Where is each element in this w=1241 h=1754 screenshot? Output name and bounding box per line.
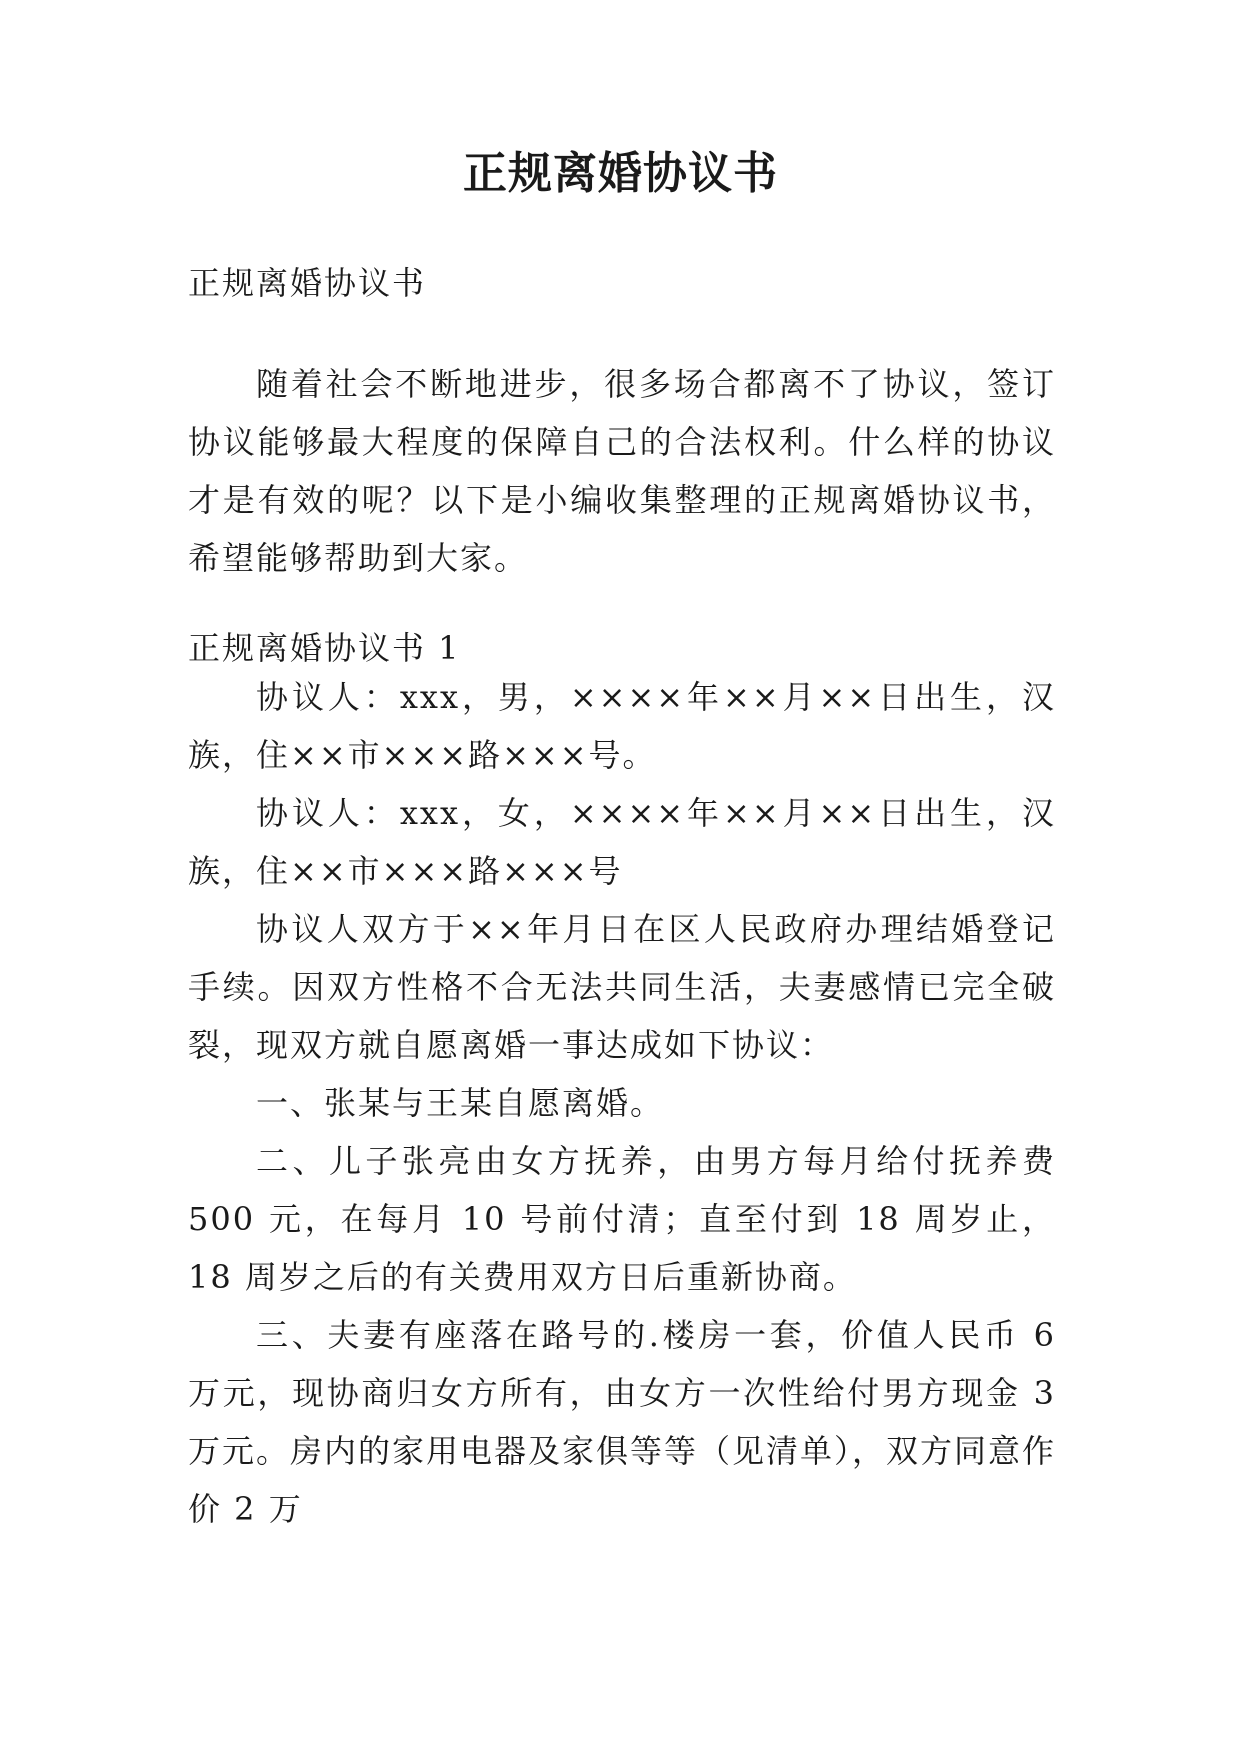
clause-two-paragraph: 二、儿子张亮由女方抚养，由男方每月给付抚养费 500 元，在每月 10 号前付清；直至付到 18 周岁止，18 周岁之后的有关费用双方日后重新协商。 [188,1142,1056,1296]
intro-paragraph: 随着社会不断地进步，很多场合都离不了协议，签订协议能够最大程度的保障自己的合法权利。什么样的协议才是有效的呢？以下是小编收集整理的正规离婚协议书，希望能够帮助到大家。 [188,365,1056,577]
party-female-paragraph: 协议人：xxx，女，××××年××月××日出生，汉族，住××市×××路×××号 [188,794,1056,890]
section-heading: 正规离婚协议书 1 [188,629,461,667]
clause-one-paragraph: 一、张某与王某自愿离婚。 [256,1084,665,1122]
marriage-registration-paragraph: 协议人双方于××年月日在区人民政府办理结婚登记手续。因双方性格不合无法共同生活，夫妻感情已完全破裂，现双方就自愿离婚一事达成如下协议： [188,910,1056,1064]
clause-three-paragraph: 三、夫妻有座落在路号的.楼房一套，价值人民币 6 万元，现协商归女方所有，由女方一次性给付男方现金 3 万元。房内的家用电器及家俱等等（见清单），双方同意作价 2 万 [188,1316,1057,1528]
document-subtitle: 正规离婚协议书 [188,264,427,302]
party-male-paragraph: 协议人：xxx，男，××××年××月××日出生，汉族，住××市×××路×××号。 [188,678,1056,774]
document-title: 正规离婚协议书 [463,148,778,199]
